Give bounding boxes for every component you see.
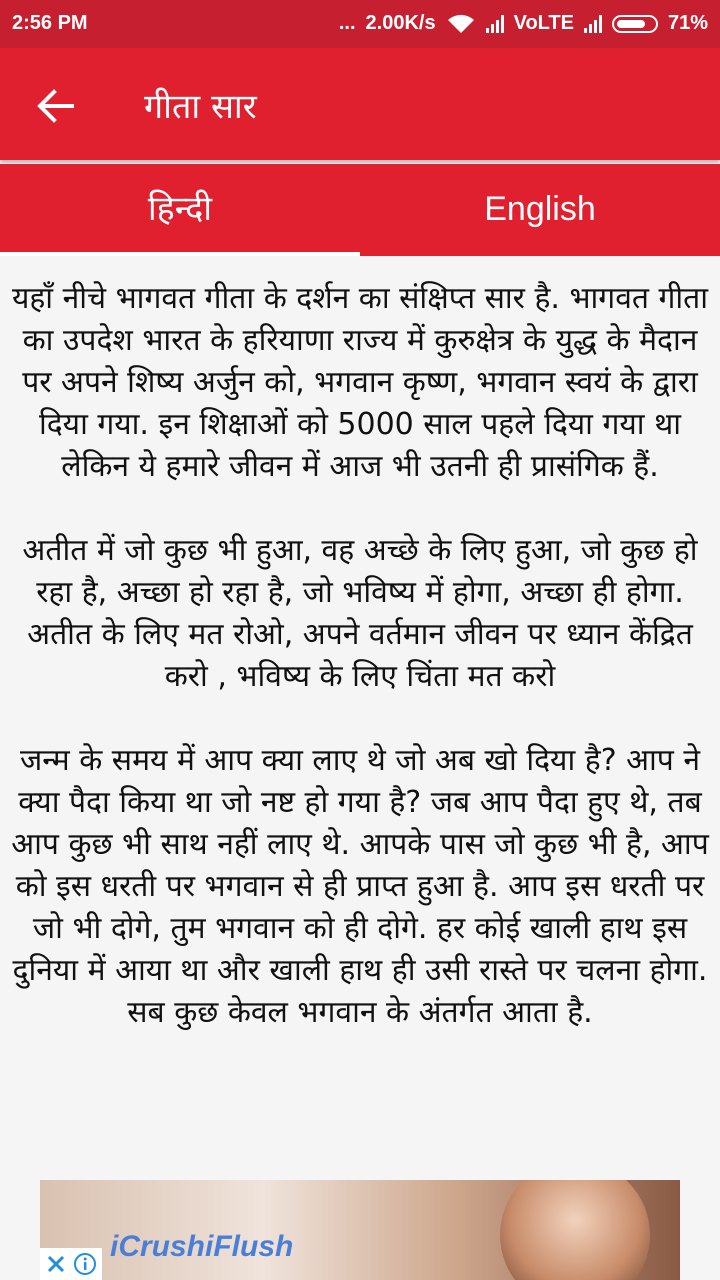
tab-english[interactable]: English (484, 190, 596, 228)
signal-icon-2 (584, 15, 602, 33)
paragraph-1: यहाँ नीचे भागवत गीता के दर्शन का संक्षिप्त सार है. भागवत गीता का उपदेश भारत के हरियाणा राज्य में कुरुक्षेत्र के युद्ध के मैदान पर अपने शिष्य अर्जुन को, भगवान कृष्ण, भगवान स्वयं के द्वारा दिया गया. इन शिक्षाओं को 5000 साल पहले दिया गया था लेकिन ये हमारे जीवन में आज भी उतनी ही प्रासंगिक हैं. (11, 281, 709, 484)
signal-icon (486, 15, 504, 33)
status-right (339, 12, 708, 35)
ad-image (500, 1180, 650, 1280)
back-button[interactable] (34, 84, 78, 128)
page-title: गीता सार (144, 87, 257, 127)
content-text (10, 278, 710, 1076)
close-icon[interactable] (45, 1253, 67, 1275)
status-dots: ... (338, 12, 356, 34)
ad-banner[interactable] (40, 1180, 680, 1280)
info-icon[interactable] (73, 1252, 97, 1276)
status-bar (0, 0, 720, 48)
wifi-icon (446, 13, 476, 35)
status-time: 2:56 PM (12, 12, 88, 34)
paragraph-2: अतीत में जो कुछ भी हुआ, वह अच्छे के लिए हुआ, जो कुछ हो रहा है, अच्छा हो रहा है, जो भविष्य में होगा, अच्छा ही होगा. अतीत के लिए मत रोओ, अपने वर्तमान जीवन पर ध्यान केंद्रित करो , भविष्य के लिए चिंता मत करो (22, 533, 698, 694)
tab-hindi[interactable]: हिन्दी (0, 164, 360, 256)
battery-icon (612, 15, 658, 33)
network-type: VoLTE (513, 12, 574, 34)
network-speed: 2.00K/s (365, 12, 436, 34)
arrow-back-icon (34, 84, 78, 128)
ad-brand: iCrushiFlush (110, 1230, 294, 1263)
tab-bar (0, 164, 720, 256)
battery-level: 71% (667, 12, 708, 34)
app-bar (0, 48, 720, 160)
paragraph-3: जन्म के समय में आप क्या लाए थे जो अब खो दिया है? आप ने क्या पैदा किया था जो नष्ट हो गया है? जब आप पैदा हुए थे, तब आप कुछ भी साथ नहीं लाए थे. आपके पास जो कुछ भी है, आप को इस धरती पर भगवान से ही प्राप्त हुआ है. आप इस धरती पर जो भी दोगे, तुम भगवान को ही दोगे. हर कोई खाली हाथ इस दुनिया में आया था और खाली हाथ ही उसी रास्ते पर चलना होगा. सब कुछ केवल भगवान के अंतर्गत आता है. (11, 743, 709, 1030)
ad-controls (40, 1248, 102, 1280)
